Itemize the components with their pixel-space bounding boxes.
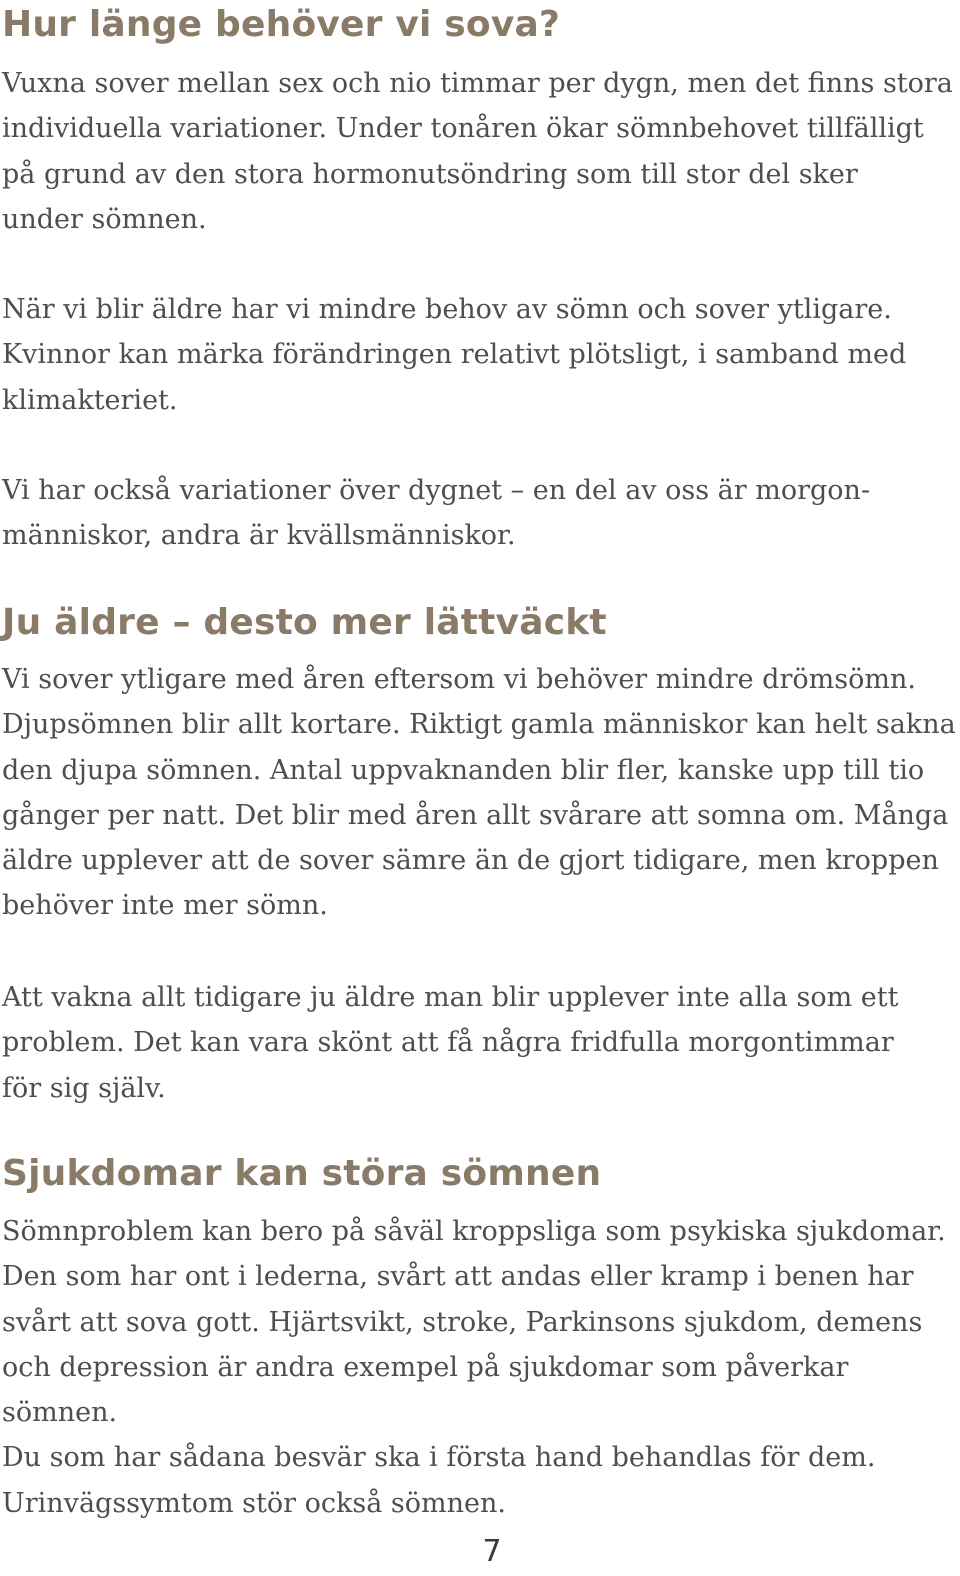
section-heading-sleep-need: Hur länge behöver vi sova? bbox=[2, 4, 561, 45]
page-number: 7 bbox=[482, 1534, 502, 1569]
paragraph-older-sleep: När vi blir äldre har vi mindre behov av sömn och sover ytligare. Kvinnor kan märka förändringen relativt plötsligt, i samband med klimakteriet. bbox=[2, 294, 907, 416]
paragraph-lighter-sleep: Vi sover ytligare med åren eftersom vi behöver mindre drömsömn. Djupsömnen blir allt kortare. Riktigt gamla människor kan helt sakna den djupa sömnen. Antal uppvaknanden blir fler, kanske upp till tio gånger per natt. Det blir med åren allt svårare att somna om. Många äldre upplever att de sover sämre än de gjort tidigare, men kroppen behöver inte mer sömn. bbox=[2, 664, 956, 922]
section-heading-diseases: Sjukdomar kan störa sömnen bbox=[2, 1153, 602, 1194]
paragraph-daily-variation: Vi har också variationer över dygnet – en del av oss är morgon- människor, andra är kvällsmänniskor. bbox=[2, 475, 871, 552]
paragraph-adult-sleep: Vuxna sover mellan sex och nio timmar per dygn, men det finns stora individuella variationer. Under tonåren ökar sömnbehovet tillfälligt på grund av den stora hormonutsöndring som till stor del sker under sömnen. bbox=[2, 68, 953, 235]
section-heading-older-lighter-sleep: Ju äldre – desto mer lättväckt bbox=[2, 602, 607, 643]
paragraph-diseases: Sömnproblem kan bero på såväl kroppsliga som psykiska sjukdomar. Den som har ont i lederna, svårt att andas eller kramp i benen har svårt att sova gott. Hjärtsvikt, stroke, Parkinsons sjukdom, demens och depression är andra exempel på sjukdomar som påverkar sömnen. Du som har sådana besvär ska i första hand behandlas för dem. Urinvägssymtom stör också sömnen. bbox=[2, 1216, 946, 1519]
paragraph-waking-early: Att vakna allt tidigare ju äldre man blir upplever inte alla som ett problem. Det kan vara skönt att få några fridfulla morgontimmar för sig själv. bbox=[2, 982, 899, 1104]
